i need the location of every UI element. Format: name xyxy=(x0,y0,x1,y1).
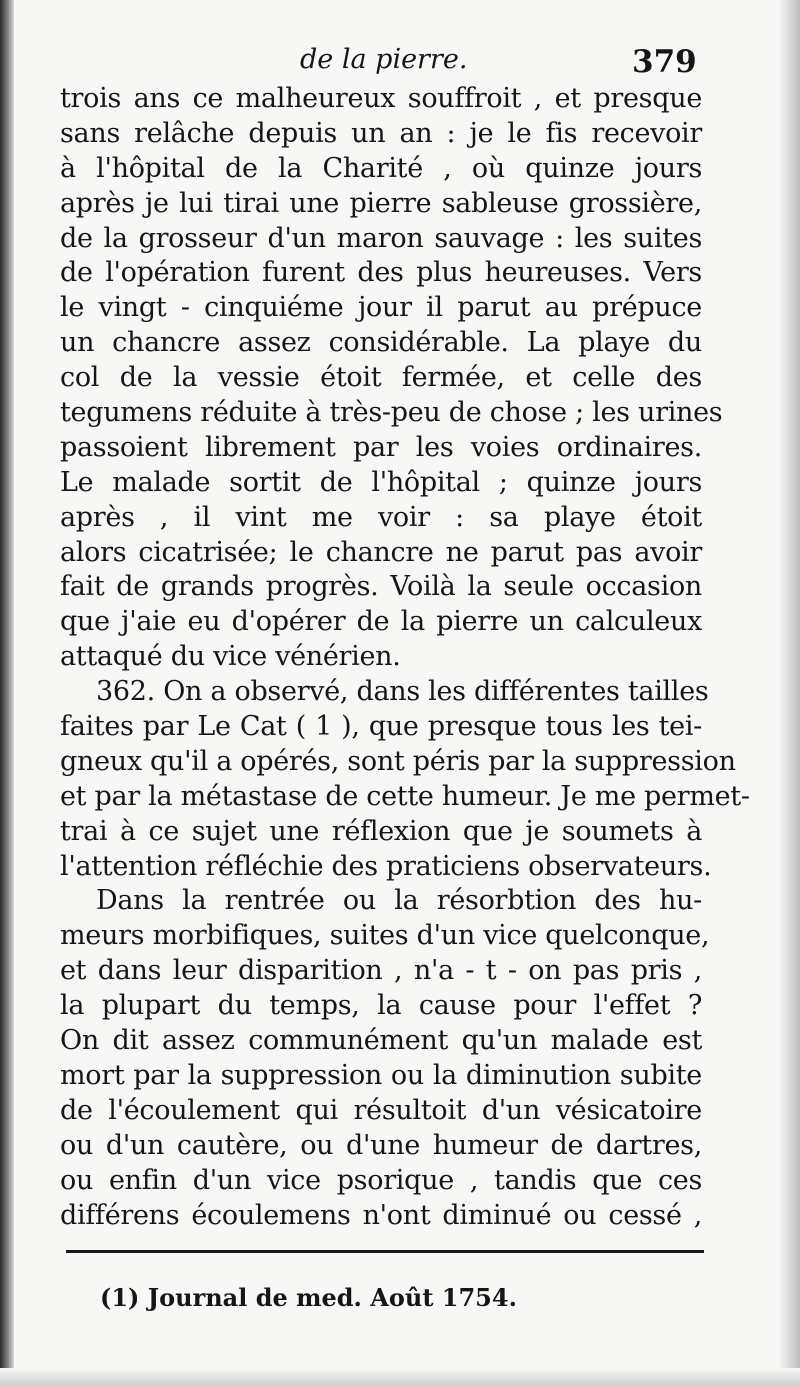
text-line: tegumens réduite à très-peu de chose ; les urines xyxy=(60,397,723,429)
text-line: trai à ce sujet une réflexion que je soumets à xyxy=(60,815,702,847)
text-line: 362. On a observé, dans les différentes tailles xyxy=(96,676,709,708)
text-line: col de la vessie étoit fermée, et celle des xyxy=(60,362,702,394)
text-line: de l'écoulement qui résultoit d'un vésicatoire xyxy=(60,1094,702,1126)
text-line: de l'opération furent des plus heureuses. Vers xyxy=(60,257,702,289)
text-line: faites par Le Cat ( 1 ), que presque tous les tei- xyxy=(60,711,702,743)
page-edge-right xyxy=(778,0,800,1386)
text-line: après , il vint me voir : sa playe étoit xyxy=(60,501,702,533)
text-line: de la grosseur d'un maron sauvage : les suites xyxy=(60,222,702,254)
text-line: passoient librement par les voies ordinaires. xyxy=(60,431,702,463)
text-line: attaqué du vice vénérien. xyxy=(60,641,401,673)
text-line: fait de grands progrès. Voilà la seule occasion xyxy=(60,571,702,603)
text-line: ou d'un cautère, ou d'une humeur de dartres, xyxy=(60,1129,702,1161)
text-line: mort par la suppression ou la diminution subite xyxy=(60,1059,702,1091)
text-line: alors cicatrisée; le chancre ne parut pas avoir xyxy=(60,536,702,568)
page-number: 379 xyxy=(632,44,697,80)
page-shadow-left xyxy=(0,0,14,1386)
footnote: (1) Journal de med. Août 1754. xyxy=(100,1283,517,1312)
text-line: un chancre assez considérable. La playe du xyxy=(60,327,702,359)
text-line: Le malade sortit de l'hôpital ; quinze jours xyxy=(60,466,702,498)
text-line: la plupart du temps, la cause pour l'effet ? xyxy=(60,990,702,1022)
page-edge-bottom xyxy=(0,1368,800,1386)
text-line: à l'hôpital de la Charité , où quinze jours xyxy=(60,152,702,184)
text-line: et dans leur disparition , n'a - t - on pas pris , xyxy=(60,955,702,987)
text-line: gneux qu'il a opérés, sont péris par la suppression xyxy=(60,745,736,777)
text-line: meurs morbifiques, suites d'un vice quelconque, xyxy=(60,920,710,952)
footnote-rule xyxy=(66,1250,704,1253)
text-line: le vingt - cinquiéme jour il parut au prépuce xyxy=(60,292,702,324)
text-line: Dans la rentrée ou la résorbtion des hu- xyxy=(96,885,702,917)
text-line: ou enfin d'un vice psorique , tandis que ces xyxy=(60,1164,702,1196)
text-line: l'attention réfléchie des praticiens observateurs. xyxy=(60,850,712,882)
running-head: de la pierre. xyxy=(300,44,468,75)
text-line: que j'aie eu d'opérer de la pierre un calculeux xyxy=(60,606,702,638)
text-line: sans relâche depuis un an : je le fis recevoir xyxy=(60,117,702,149)
text-line: On dit assez communément qu'un malade est xyxy=(60,1025,702,1057)
text-line: et par la métastase de cette humeur. Je me permet- xyxy=(60,780,750,812)
text-line: après je lui tirai une pierre sableuse grossière, xyxy=(60,187,702,219)
text-line: différens écoulemens n'ont diminué ou cessé , xyxy=(60,1199,702,1231)
text-line: trois ans ce malheureux souffroit , et presque xyxy=(60,83,702,114)
body-text xyxy=(60,82,750,1233)
